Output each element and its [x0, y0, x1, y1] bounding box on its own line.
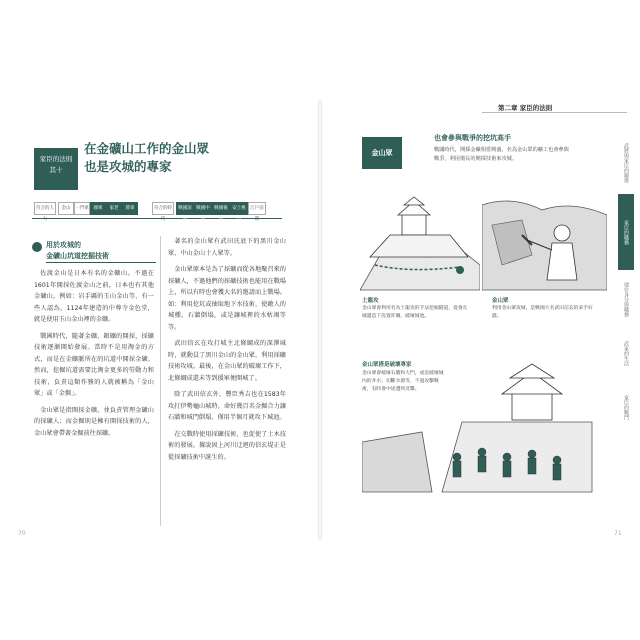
- topic-badge: 金山眾: [362, 137, 402, 169]
- page-title: [84, 140, 209, 176]
- text-column-1: [34, 268, 154, 444]
- side-tab-active[interactable]: 家臣的職務: [618, 194, 634, 270]
- paragraph: 除了武田信玄外，豐臣秀吉也在1583年攻打伊勢龜山城時，命好幾百名金掘合力讓石牆和城門倒塌，僅用半個月就攻下城池。: [168, 391, 286, 421]
- tag-label-people: 符合的人力: [34, 202, 56, 215]
- caption-title: 土龍攻: [362, 298, 379, 304]
- chapter-rule: [482, 112, 627, 113]
- tag-label-era: 符合的時代: [152, 202, 174, 215]
- section-title-line1: 用於攻城的: [46, 241, 81, 249]
- header-divider: [32, 218, 282, 219]
- paragraph: 金山眾原本是為了採礦而從各地聚召來的採礦人，不過他們的採礦技術也能用在戰場上，所以有時也會獲大名的邀請而上戰場。如：利用挖坑或抽取地下水技術，使敵人的城種，石牆倒塌，或是讓城裡的水枯竭等等。: [168, 266, 286, 331]
- tag-people: 一門眾: [74, 202, 90, 215]
- right-page: [322, 100, 640, 540]
- chapter-header: 第二章 家臣的法則: [498, 104, 553, 112]
- tag-era: 戰國前期: [176, 202, 194, 215]
- rule-badge-line1: 家臣的法則: [39, 155, 73, 163]
- paragraph: 武田信玄在攻打城主北條綱成的深澤城時，就動員了黑川金山的金山眾，利用採礦技術攻城。最後，在金山眾的破壞工作下，北條綱成還未等到援軍便開城了。: [168, 340, 286, 382]
- paragraph: 戰國時代，隨著金礦、銀礦的開採，採礦技術逐漸開始發展。當時不是用淘金的方式，而是在金礦脈所在的坑道中開採金礦。然而，挖掘坑道需要比淘金更多的勞動力和技術，負責這類作務的人就被稱為「金山眾」或「金掘」。: [34, 332, 154, 397]
- page-number: 71: [614, 530, 622, 537]
- caption-title: 金山眾搭是破壞專家: [362, 362, 412, 368]
- tag-era: 江戶前期: [248, 202, 266, 215]
- topic-summary: 戰國時代，開採金礦相當興盛，名為金山眾的礦工也會參與戰爭，利用擅長的開採技術來攻城。: [434, 147, 569, 162]
- rule-badge: [34, 148, 78, 190]
- side-tab[interactable]: 家臣的戰鬥: [623, 394, 629, 420]
- tag-row: [34, 200, 284, 222]
- title-line-1: 在金礦山工作的金山眾: [84, 141, 210, 156]
- tag-people: 將軍: [122, 202, 138, 215]
- topic-title: 也會參與戰爭的挖坑高手: [434, 134, 511, 142]
- side-tab[interactable]: 地位身分與職務: [623, 281, 629, 317]
- column-divider: [160, 236, 161, 526]
- caption-text: 金山眾會破壞石牆和大門，或是破壞城內的井水、切斷水源等，不過攻擊戰術，有時會中途遭到反擊。: [362, 371, 444, 392]
- side-tab[interactable]: 武家的生活: [623, 340, 629, 366]
- section-bullet-icon: [32, 242, 42, 252]
- left-page: [4, 100, 318, 540]
- tag-people: 金山: [58, 202, 74, 215]
- title-line-2: 也是攻城的專家: [84, 159, 172, 174]
- paragraph: 佐渡金山是日本有名的金礦山。不過在1601年開採佐渡金山之前，日本也有其他金礦山，例如：岩手縣的玉山金山等，有一些人認為，1124年建造的中尊寺金色堂，就是使用玉山金山裡的金礦。: [34, 270, 154, 323]
- rule-badge-line2: 其十: [49, 166, 63, 174]
- section-title-line2: 金礦山坑道挖掘技術: [46, 251, 156, 263]
- castle-tunnel-illustration: [360, 195, 480, 295]
- paragraph: 著名的金山眾有武田氏底下的黑川金山眾、中山金山十人眾等。: [168, 238, 286, 257]
- tag-people: 家老: [106, 202, 122, 215]
- tag-people: 國眾: [90, 202, 106, 215]
- caption-text: 金山眾會利用名為土龍攻的手法挖掘隧道，從會在城邊造下設置炸藥，破壞城池。: [362, 306, 468, 319]
- miner-illustration: [482, 195, 607, 295]
- tag-era: 戰國後期: [212, 202, 230, 215]
- tag-era: 安土桃山: [230, 202, 248, 215]
- paragraph: 金山眾是指開採金礦，並負責管理金礦山的採礦人；而金掘則是擁有開採技術的人，金山眾會帶著金掘前往採礦。: [34, 406, 154, 437]
- page-number: 70: [18, 530, 26, 537]
- text-column-2: [168, 236, 286, 468]
- paragraph: 在交戰時使用採礦技術，也促使了土木技術的發展。據說固上河川迂迴的信玄堤正是從採礦技術中誕生的。: [168, 430, 286, 461]
- caption-title: 金山眾: [492, 298, 509, 304]
- side-tab[interactable]: 武將與家臣的關係: [623, 143, 629, 183]
- caption-text: 利用金山眾攻城，是戰國大名武田信玄的拿手好戲。: [492, 306, 593, 319]
- tag-era: 戰國中期: [194, 202, 212, 215]
